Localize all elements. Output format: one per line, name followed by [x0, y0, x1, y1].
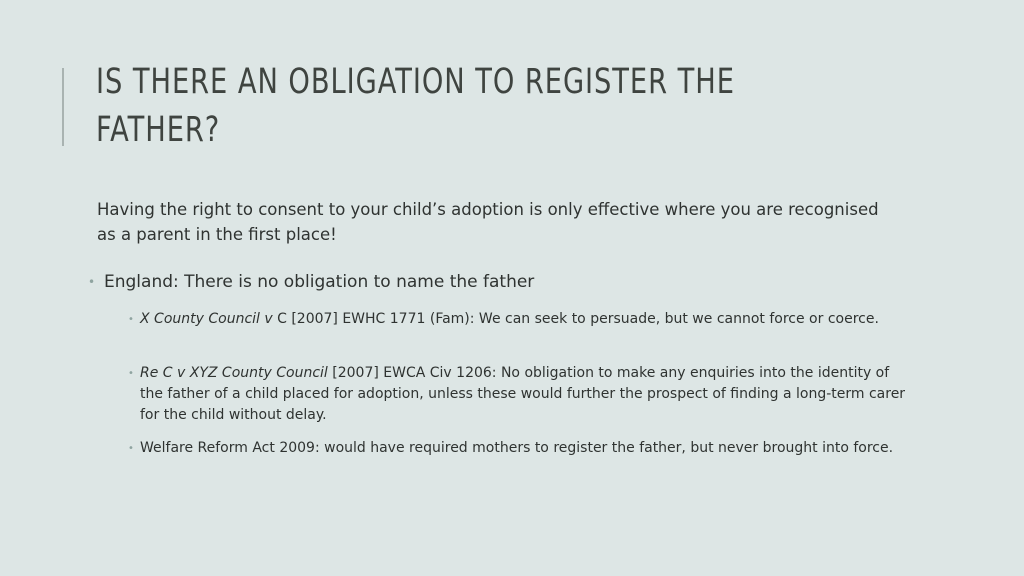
case-detail: C [2007] EWHC 1771 (Fam): We can seek to persuade, but we cannot force or coerce. — [272, 311, 879, 327]
case-name: Re C v XYZ County Council — [140, 365, 328, 381]
sub-bullet-re-c — [128, 363, 908, 426]
bullet-icon: • — [128, 443, 134, 454]
slide-title — [96, 58, 735, 154]
bullet-icon: • — [128, 314, 134, 325]
bullet-england-text: England: There is no obligation to name the father — [104, 272, 535, 292]
sub-bullet-text — [140, 309, 908, 330]
sub-bullet-text — [140, 363, 908, 426]
bullet-icon: • — [88, 275, 96, 289]
slide-title-line-1: IS THERE AN OBLIGATION TO REGISTER THE — [96, 62, 735, 102]
title-accent-line — [62, 68, 64, 146]
sub-bullet-text: Welfare Reform Act 2009: would have required mothers to register the father, but never brought into force. — [140, 440, 894, 456]
case-name: X County Council v — [140, 311, 273, 327]
intro-paragraph: Having the right to consent to your child’s adoption is only effective where you are recognised as a parent in the first place! — [97, 200, 879, 244]
bullet-icon: • — [128, 368, 134, 379]
case-detail: [2007] EWCA Civ 1206: No obligation to make any enquiries into the identity of the father of a child placed for adoption, unless these would further the prospect of finding a long-term carer for the child without delay. — [140, 365, 906, 423]
sub-bullet-x-county-council — [128, 309, 908, 330]
slide-title-line-2: FATHER? — [96, 110, 221, 150]
bullet-england — [88, 270, 908, 295]
sub-bullet-welfare-reform-act — [128, 438, 908, 459]
